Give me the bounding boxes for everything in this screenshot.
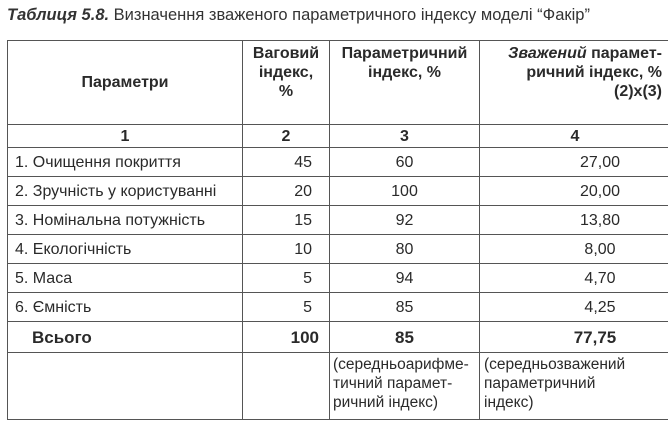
weight-value: 5 (243, 293, 330, 322)
header-line: ричний індекс, % (526, 64, 662, 81)
column-number-row (8, 125, 668, 148)
table-row (8, 177, 668, 206)
note-line: (середньозважений (484, 356, 626, 373)
param-value: 92 (330, 206, 480, 235)
table-row (8, 293, 668, 322)
header-italic-part: Зважений (508, 45, 587, 62)
header-row (8, 41, 668, 125)
param-value: 100 (330, 177, 480, 206)
weight-value: 45 (243, 148, 330, 177)
parameter-name: 5. Маса (8, 264, 243, 293)
header-parameters: Параметри (8, 41, 243, 125)
table-row (8, 264, 668, 293)
weighted-value: 20,00 (480, 177, 668, 206)
table-caption (7, 6, 590, 25)
note-line: ричний індекс) (333, 394, 439, 411)
weighted-value: 4,25 (480, 293, 668, 322)
weight-value: 5 (243, 264, 330, 293)
header-parametric-index (330, 41, 480, 125)
total-row (8, 322, 668, 353)
header-line: % (278, 83, 294, 100)
total-weighted: 77,75 (480, 322, 668, 353)
column-number: 2 (243, 125, 330, 148)
note-arithmetic-mean (330, 353, 480, 420)
param-value: 94 (330, 264, 480, 293)
notes-empty-cell (8, 353, 243, 420)
header-part: парамет- (591, 45, 662, 62)
header-weighted-index (480, 41, 668, 125)
header-line: (2)х(3) (613, 83, 662, 100)
parametric-index-table (7, 40, 668, 420)
notes-empty-cell (243, 353, 330, 420)
weighted-value: 27,00 (480, 148, 668, 177)
header-line: індекс, (258, 64, 314, 81)
weighted-value: 8,00 (480, 235, 668, 264)
weight-value: 20 (243, 177, 330, 206)
param-value: 60 (330, 148, 480, 177)
table-number: Таблиця 5.8. (7, 6, 110, 24)
param-value: 80 (330, 235, 480, 264)
column-number: 1 (8, 125, 243, 148)
parameter-name: 2. Зручність у користуванні (8, 177, 243, 206)
table-row (8, 206, 668, 235)
parameter-name: 1. Очищення покриття (8, 148, 243, 177)
parameter-name: 6. Ємність (8, 293, 243, 322)
table-row (8, 235, 668, 264)
weight-value: 15 (243, 206, 330, 235)
total-label: Всього (8, 322, 243, 353)
weight-value: 10 (243, 235, 330, 264)
header-weight-index (243, 41, 330, 125)
header-line: Параметричний (341, 45, 468, 62)
note-weighted-mean (480, 353, 668, 420)
note-line: індекс) (484, 394, 534, 411)
header-line (480, 44, 662, 63)
column-number: 3 (330, 125, 480, 148)
parameter-name: 4. Екологічність (8, 235, 243, 264)
weighted-value: 13,80 (480, 206, 668, 235)
note-line: (середньоарифме- (333, 356, 469, 373)
notes-row (8, 353, 668, 420)
header-line: індекс, % (368, 64, 441, 81)
table-title: Визначення зваженого параметричного індексу моделі “Факір” (109, 6, 590, 24)
total-param: 85 (330, 322, 480, 353)
total-weight: 100 (243, 322, 330, 353)
note-line: тичний парамет- (333, 375, 453, 392)
param-value: 85 (330, 293, 480, 322)
column-number: 4 (480, 125, 668, 148)
table-row (8, 148, 668, 177)
parameter-name: 3. Номінальна потужність (8, 206, 243, 235)
weighted-value: 4,70 (480, 264, 668, 293)
note-line: параметричний (484, 375, 596, 392)
header-line: Ваговий (252, 45, 320, 62)
